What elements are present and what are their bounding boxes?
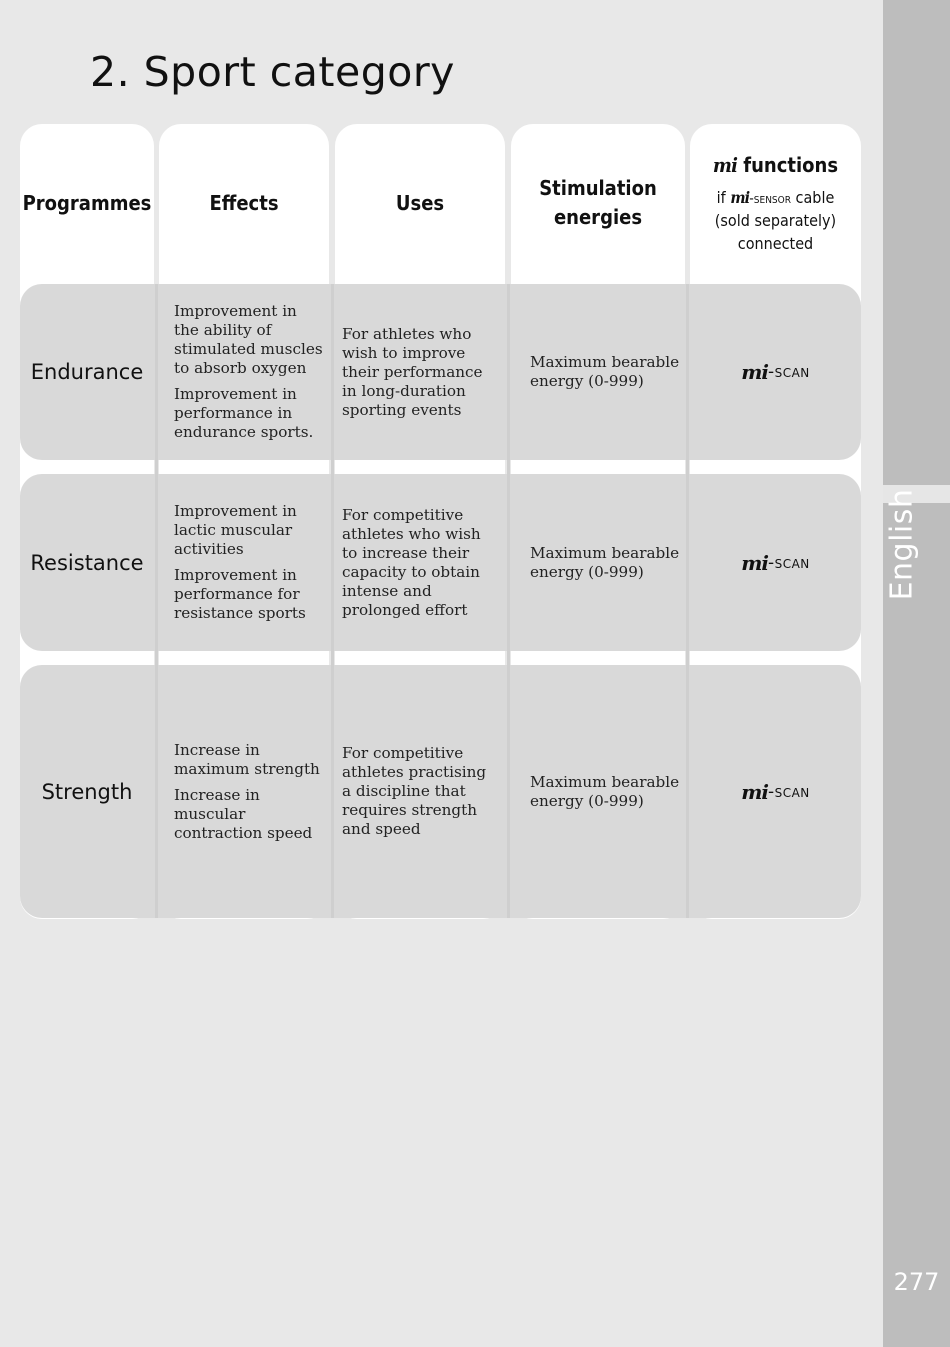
mi-scan-strength (690, 665, 861, 918)
effect-item: Increase in maximum strength (174, 740, 320, 778)
energies-text: Maximum bearable energy (0-999) (530, 543, 680, 581)
effects-resistance (174, 474, 324, 651)
mi-scan-endurance (690, 284, 861, 460)
programme-resistance: Resistance (30, 550, 144, 575)
column-separator (507, 284, 510, 918)
note-if: if (716, 187, 731, 207)
energies-text: Maximum bearable energy (0-999) (530, 772, 680, 810)
page-number: 277 (893, 1268, 940, 1296)
uses-strength (342, 665, 500, 918)
header-effects (168, 124, 321, 282)
mi-scan-resistance (690, 474, 861, 651)
effect-item: Improvement in performance in endurance sports. (174, 385, 314, 441)
header-uses-label: Uses (395, 190, 445, 215)
column-separator (331, 284, 334, 918)
effects-strength (174, 665, 324, 918)
column-separator (155, 284, 158, 918)
header-mi-functions-label: functions (737, 152, 839, 177)
energies-endurance (530, 284, 680, 460)
mi-logo: mi (712, 152, 738, 177)
effect-item: Increase in muscular contraction speed (174, 785, 313, 842)
effect-item: Improvement in lactic muscular activities (174, 502, 297, 558)
column-separator (686, 284, 689, 918)
mi-scan-label: -scan (767, 781, 810, 802)
header-mi-functions-title (713, 151, 838, 180)
header-effects-label: Effects (209, 190, 279, 215)
header-stimulation-energies (520, 124, 677, 282)
header-mi-functions-note (699, 186, 853, 256)
energies-text: Maximum bearable energy (0-999) (530, 353, 680, 390)
mi-scan-label: -scan (767, 362, 810, 382)
effect-item: Improvement in performance for resistance sports (174, 566, 306, 622)
mi-logo: mi (730, 187, 750, 207)
sidebar (883, 0, 950, 1347)
uses-text: For athletes who wish to improve their performance in long-duration sporting events (342, 324, 483, 419)
sensor-label: -sensor (749, 190, 791, 207)
header-stimulation-label: Stimulation energies (539, 176, 657, 229)
mi-logo: mi (741, 360, 768, 384)
header-uses (344, 124, 497, 282)
header-programmes (22, 124, 152, 282)
uses-text: For competitive athletes who wish to increase their capacity to obtain intense and prolonged effort (342, 505, 481, 619)
mi-scan-label: -scan (767, 552, 810, 573)
uses-text: For competitive athletes practising a discipline that requires strength and speed (342, 744, 487, 838)
effect-item: Improvement in the ability of stimulated muscles to absorb oxygen (174, 302, 323, 377)
mi-logo: mi (741, 779, 768, 804)
effects-endurance (174, 284, 324, 460)
energies-strength (530, 665, 680, 918)
programme-strength: Strength (41, 779, 133, 804)
page-title: 2. Sport category (90, 48, 455, 96)
header-mi-functions (699, 124, 853, 282)
language-label (883, 485, 921, 603)
mi-logo: mi (741, 550, 768, 575)
uses-endurance (342, 284, 500, 460)
energies-resistance (530, 474, 680, 651)
note-rest: cable (sold separately) connected (714, 187, 837, 254)
header-programmes-label: Programmes (22, 190, 152, 215)
programme-endurance: Endurance (30, 360, 144, 384)
uses-resistance (342, 474, 500, 651)
language-text: English (884, 488, 920, 600)
